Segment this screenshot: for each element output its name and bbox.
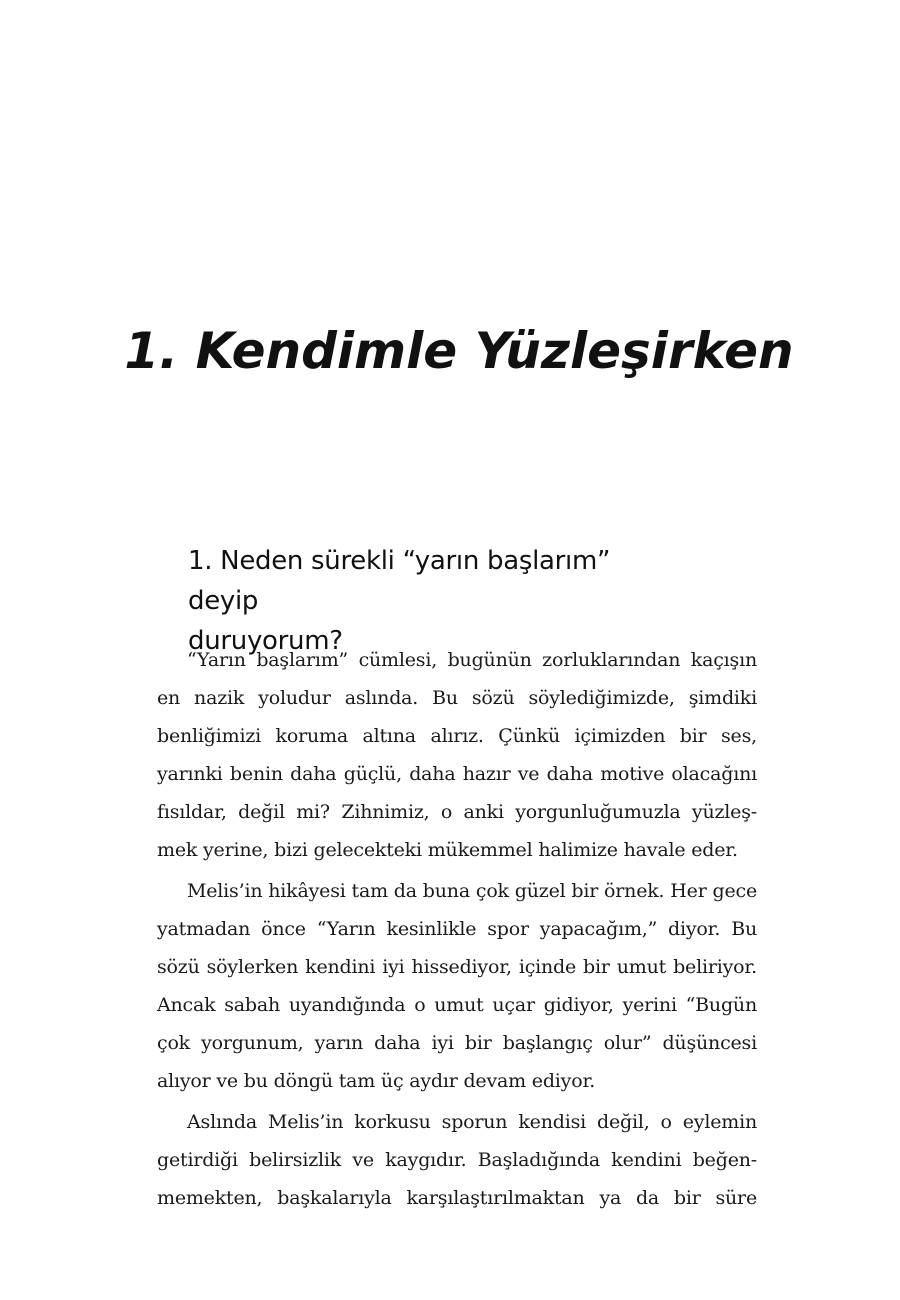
- paragraph-line: benliğimizi koruma altına alırız. Çünkü içimizden bir ses,: [157, 725, 757, 747]
- paragraph-line: sözü söylerken kendini iyi hissediyor, içinde bir umut beliriyor.: [157, 956, 757, 978]
- paragraph-line: en nazik yoludur aslında. Bu sözü söylediğimizde, şimdiki: [157, 687, 757, 709]
- paragraph-2: [157, 872, 757, 1100]
- paragraph-line: getirdiği belirsizlik ve kaygıdır. Başladığında kendini beğen-: [157, 1149, 757, 1171]
- paragraph-line: Aslında Melis’in korkusu sporun kendisi değil, o eylemin: [187, 1111, 757, 1133]
- paragraph-1: [157, 641, 757, 869]
- section-heading-line-2: duruyorum?: [188, 626, 343, 656]
- section-heading-line-1: 1. Neden sürekli “yarın başlarım” deyip: [188, 546, 611, 616]
- chapter-title: 1. Kendimle Yüzleşirken: [124, 322, 794, 380]
- paragraph-line: Melis’in hikâyesi tam da buna çok güzel bir örnek. Her gece: [187, 880, 757, 902]
- paragraph-3: [157, 1103, 757, 1217]
- paragraph-line: mek yerine, bizi gelecekteki mükemmel halimize havale eder.: [157, 839, 738, 861]
- paragraph-line: yatmadan önce “Yarın kesinlikle spor yapacağım,” diyor. Bu: [157, 918, 757, 940]
- paragraph-line: fısıldar, değil mi? Zihnimiz, o anki yorgunluğumuzla yüzleş-: [157, 801, 757, 823]
- paragraph-line: memekten, başkalarıyla karşılaştırılmaktan ya da bir süre: [157, 1187, 757, 1209]
- paragraph-line: “Yarın başlarım” cümlesi, bugünün zorluklarından kaçışın: [187, 649, 757, 671]
- paragraph-line: Ancak sabah uyandığında o umut uçar gidiyor, yerini “Bugün: [157, 994, 757, 1016]
- paragraph-line: çok yorgunum, yarın daha iyi bir başlangıç olur” düşüncesi: [157, 1032, 757, 1054]
- paragraph-line: alıyor ve bu döngü tam üç aydır devam ediyor.: [157, 1070, 596, 1092]
- paragraph-line: yarınki benin daha güçlü, daha hazır ve daha motive olacağını: [157, 763, 757, 785]
- body-text: [157, 641, 757, 1220]
